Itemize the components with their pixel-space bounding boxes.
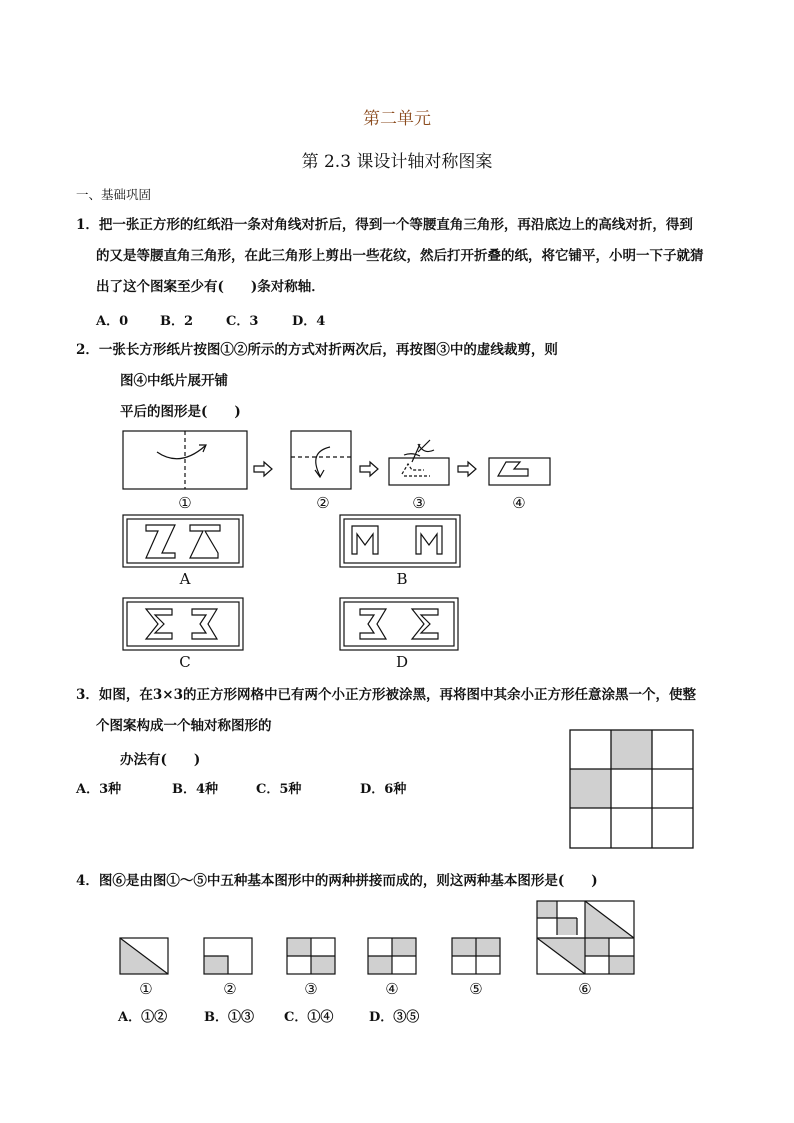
q1-option-b[interactable]: B．2	[160, 314, 194, 329]
q3-option-b[interactable]: B．4种	[172, 782, 219, 797]
q4-option-c[interactable]: C．①④	[284, 1010, 334, 1025]
step-label-3: ③	[412, 494, 426, 512]
q2-line-1: 2．一张长方形纸片按图①②所示的方式对折两次后，再按图③中的虚线裁剪，则	[76, 342, 558, 358]
choice-d-label[interactable]: D	[395, 653, 409, 671]
lesson-title: 第 2.3 课设计轴对称图案	[301, 152, 493, 172]
q4-fig-label-6: ⑥	[578, 980, 592, 998]
choice-b-label[interactable]: B	[396, 570, 408, 588]
section-heading: 一、基础巩固	[76, 187, 152, 202]
choice-a-label[interactable]: A	[179, 570, 191, 588]
q4-option-a[interactable]: A．①②	[118, 1010, 168, 1025]
step-label-2: ②	[316, 494, 330, 512]
q4-options	[118, 1006, 419, 1025]
step-label-4: ④	[512, 494, 526, 512]
q1-line-2: 的又是等腰直角三角形，在此三角形上剪出一些花纹，然后打开折叠的纸，将它铺平，小明一下子就猜	[96, 248, 704, 264]
q3-line-1: 3．如图，在3×3的正方形网格中已有两个小正方形被涂黑，再将图中其余小正方形任意涂黑一个，使整	[76, 687, 696, 703]
q4-fig-label-5: ⑤	[469, 980, 483, 998]
fig3-shade-b	[311, 956, 335, 974]
unit-title: 第二单元	[363, 109, 431, 129]
fig4-shade-b	[368, 956, 392, 974]
q1-option-d[interactable]: D．4	[292, 314, 326, 329]
q3-option-d[interactable]: D．6种	[360, 782, 407, 797]
q4-fig-label-3: ③	[304, 980, 318, 998]
q3-option-a[interactable]: A．3种	[76, 782, 122, 797]
q2-line-3: 平后的图形是( )	[120, 404, 241, 420]
q3-line-3: 办法有( )	[120, 752, 201, 768]
q1-option-a[interactable]: A．0	[96, 314, 129, 329]
q4-line-1: 4．图⑥是由图①～⑤中五种基本图形中的两种拼接而成的，则这两种基本图形是( )	[76, 873, 598, 889]
q1-line-3: 出了这个图案至少有( )条对称轴．	[96, 279, 325, 295]
fig4-shade-a	[392, 938, 416, 956]
q4-fig-label-2: ②	[223, 980, 237, 998]
q1-option-c[interactable]: C．3	[226, 314, 259, 329]
q1-line-1: 1．把一张正方形的红纸沿一条对角线对折后，得到一个等腰直角三角形，再沿底边上的高线对折，得到	[76, 217, 693, 233]
q4-fig-label-4: ④	[385, 980, 399, 998]
fig2-shade	[204, 956, 228, 974]
step-label-1: ①	[178, 494, 192, 512]
q3-line-2: 个图案构成一个轴对称图形的	[96, 718, 272, 734]
q4-fig-label-1: ①	[139, 980, 153, 998]
q2-line-2: 图④中纸片展开铺	[120, 373, 228, 389]
choice-c-label[interactable]: C	[179, 653, 191, 671]
q3-option-c[interactable]: C．5种	[256, 782, 302, 797]
fig3-shade-a	[287, 938, 311, 956]
q4-option-d[interactable]: D．③⑤	[369, 1010, 420, 1025]
fig6-composite	[537, 901, 634, 974]
q4-option-b[interactable]: B．①③	[204, 1010, 254, 1025]
